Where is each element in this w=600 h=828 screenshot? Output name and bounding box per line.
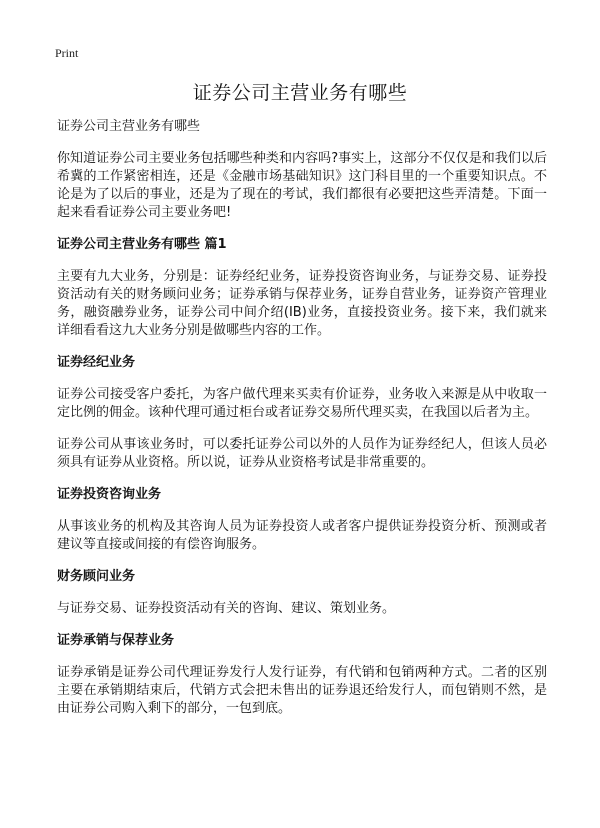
section-heading: 证券经纪业务 xyxy=(57,355,136,370)
section-paragraph: 从事该业务的机构及其咨询人员为证券投资人或者客户提供证券投资分析、预测或者建议等直接或间接的有偿咨询服务。 xyxy=(57,519,547,552)
section-1 xyxy=(57,236,547,340)
section-paragraph: 主要有九大业务，分别是：证券经纪业务，证券投资咨询业务，与证券交易、证券投资活动有关的财务顾问业务；证券承销与保荐业务，证券自营业务，证券资产管理业务，融资融券业务，证券公司中间介绍(IB)业务，直接投资业务。接下来，我们就来详细看看这九大业务分别是做哪些内容的工作。 xyxy=(57,269,547,338)
section-paragraph: 与证券交易、证券投资活动有关的咨询、建议、策划业务。 xyxy=(57,601,396,616)
print-link[interactable]: Print xyxy=(55,46,79,60)
section-paragraph: 证券公司从事该业务时，可以委托证券公司以外的人员作为证券经纪人，但该人员必须具有证券从业资格。所以说，证券从业资格考试是非常重要的。 xyxy=(57,437,547,470)
section-2 xyxy=(57,354,547,472)
section-heading: 证券投资咨询业务 xyxy=(57,487,162,502)
section-heading: 证券公司主营业务有哪些 篇1 xyxy=(57,237,227,252)
page-title: 证券公司主营业务有哪些 xyxy=(192,82,408,104)
section-4 xyxy=(57,568,547,618)
article-body xyxy=(57,118,547,732)
section-5 xyxy=(57,632,547,718)
section-3 xyxy=(57,486,547,554)
section-heading: 证券承销与保荐业务 xyxy=(57,633,175,648)
section-paragraph: 证券公司接受客户委托，为客户做代理来买卖有价证券，业务收入来源是从中收取一定比例的佣金。该种代理可通过柜台或者证券交易所代理买卖，在我国以后者为主。 xyxy=(57,387,547,420)
section-heading: 财务顾问业务 xyxy=(57,569,136,584)
intro-paragraph: 你知道证券公司主要业务包括哪些种类和内容吗?事实上，这部分不仅仅是和我们以后希冀的工作紧密相连，还是《金融市场基础知识》这门科目里的一个重要知识点。不论是为了以后的事业，还是为了现在的考试，我们都很有必要把这些弄清楚。下面一起来看看证券公司主要业务吧! xyxy=(57,151,547,220)
section-paragraph: 证券承销是证券公司代理证券发行人发行证券，有代销和包销两种方式。二者的区别主要在承销期结束后，代销方式会把未售出的证券退还给发行人，而包销则不然，是由证券公司购入剩下的部分，一包到底。 xyxy=(57,665,547,716)
article-subtitle: 证券公司主营业务有哪些 xyxy=(57,119,201,134)
